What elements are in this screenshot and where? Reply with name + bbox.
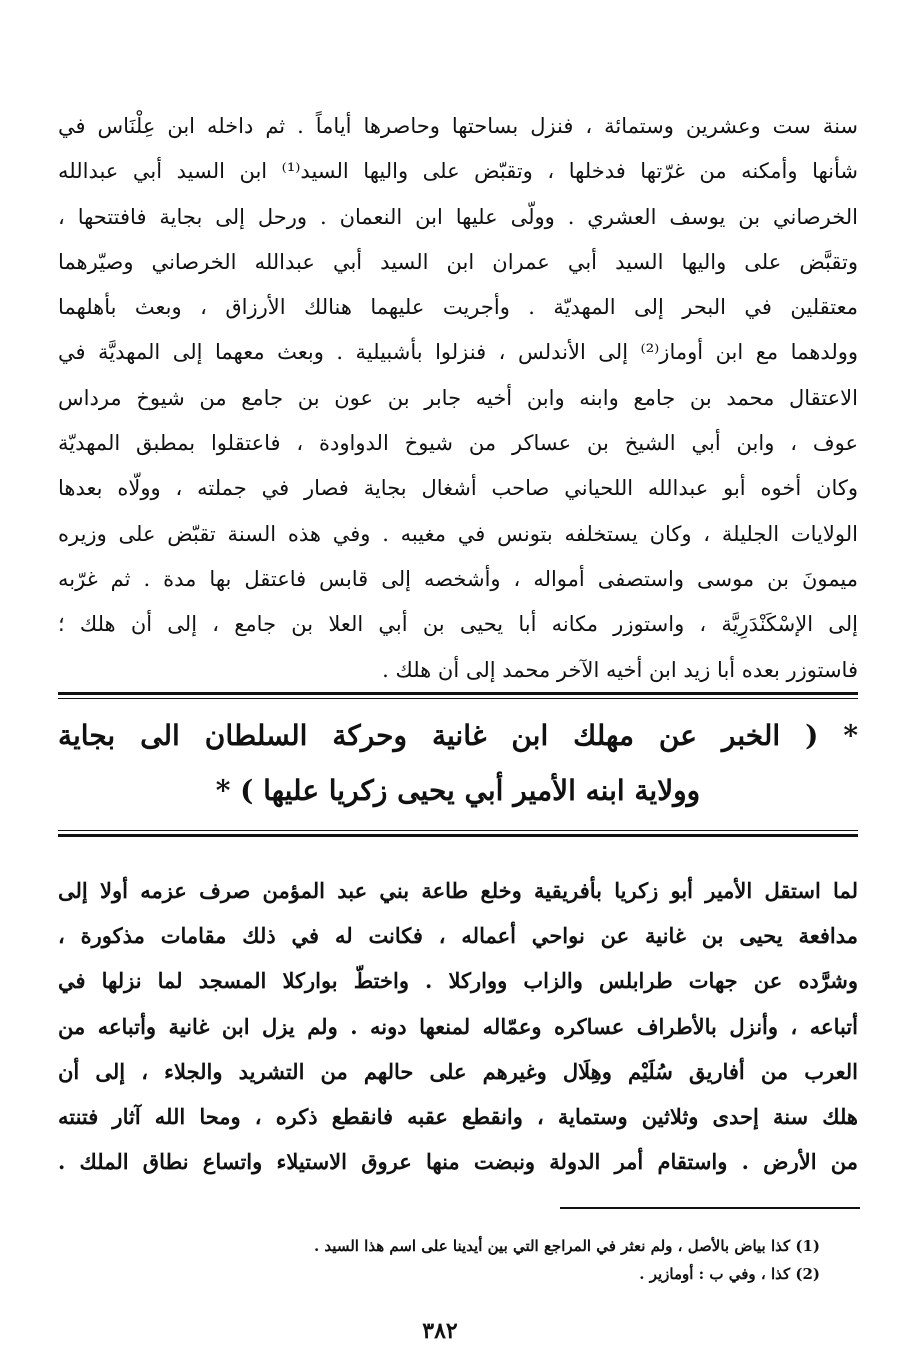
- text-line: وتقبَّض على واليها السيد أبي عمران ابن السيد أبي عبدالله الخرصاني وصيّرهما: [58, 249, 858, 274]
- footnote-separator: [560, 1207, 860, 1209]
- text-line: مدافعة يحيى بن غانية عن نواحي أعماله ، فكانت له في ذلك مقامات مذكورة ،: [58, 923, 858, 949]
- footnotes: [200, 1232, 820, 1288]
- heading-line-1: * ( الخبر عن مهلك ابن غانية وحركة السلطان الى بجاية: [58, 719, 858, 752]
- heading-top-rule: [58, 692, 858, 699]
- paragraph-1: [58, 104, 858, 693]
- text-line: الاعتقال محمد بن جامع وابنه وابن أخيه جابر بن عون بن جامع من شيوخ مرداس: [58, 385, 858, 410]
- text-line-last: فاستوزر بعده أبا زيد ابن أخيه الآخر محمد إلى أن هلك .: [382, 657, 858, 682]
- text-line: عوف ، وابن أبي الشيخ بن عساكر من شيوخ الدواودة ، فاعتقلوا بمطبق المهديّة: [58, 431, 858, 456]
- footnote-1: (1) كذا بياض بالأصل ، ولم نعثر في المراجع التي بين أيدينا على اسم هذا السيد .: [313, 1237, 820, 1255]
- page-number: ٣٨٢: [422, 1318, 458, 1344]
- text-line: العرب من أفاريق سُلَيْم وهِلَال وغيرهم على حالهم من التشريد والجلاء ، إلى أن: [58, 1058, 858, 1084]
- text-line: الخرصاني بن يوسف العشري . وولّى عليها ابن النعمان . ورحل إلى بجاية فافتتحها ،: [58, 204, 858, 229]
- text-line: لما استقل الأمير أبو زكريا بأفريقية وخلع طاعة بني عبد المؤمن صرف عزمه أولا إلى: [58, 878, 858, 903]
- text-line: الولايات الجليلة ، وكان يستخلفه بتونس في مغيبه . وفي هذه السنة تقبّض على وزيره: [58, 521, 858, 546]
- paragraph-2: [58, 868, 858, 1184]
- heading-bottom-rule: [58, 830, 858, 837]
- heading-line-2: وولاية ابنه الأمير أبي يحيى زكريا عليها ) *: [215, 774, 701, 807]
- rule-thick: [58, 834, 858, 837]
- text-line: شأنها وأمكنه من غرّتها فدخلها ، وتقبّض على واليها السيد⁽¹⁾ ابن السيد أبي عبدالله: [58, 159, 858, 184]
- text-line: معتقلين في البحر إلى المهديّة . وأجريت عليهما هنالك الأرزاق ، وبعث بأهلهما: [58, 295, 858, 320]
- text-line: وشرَّده عن جهات طرابلس والزاب وواركلا . واختطّ بواركلا المسجد لما نزلها في: [58, 968, 858, 994]
- section-heading: [58, 708, 858, 818]
- footnote-2: (2) كذا ، وفي ب : أومازير .: [639, 1265, 820, 1283]
- text-line: وكان أخوه أبو عبدالله اللحياني صاحب أشغال بجاية فصار في جملته ، وولّاه بعدها: [58, 476, 858, 501]
- text-line: سنة ست وعشرين وستمائة ، فنزل بساحتها وحاصرها أياماً . ثم داخله ابن عِلْنَاس في: [58, 114, 858, 138]
- text-line: من الأرض . واستقام أمر الدولة ونبضت منها عروق الاستيلاء واتساع نطاق الملك .: [58, 1149, 858, 1175]
- text-line: ميمونَ بن موسى واستصفى أمواله ، وأشخصه إلى قابس فاعتقل بها مدة . ثم غرّبه: [58, 566, 858, 591]
- text-line: وولدهما مع ابن أوماز⁽²⁾ إلى الأندلس ، فنزلوا بأشبيلية . وبعث معهما إلى المهديَّة في: [58, 340, 858, 365]
- rule-thin: [58, 698, 858, 699]
- text-line: هلك سنة إحدى وثلاثين وستماية ، وانقطع عقبه فانقطع ذكره ، ومحا الله آثار فتنته: [58, 1104, 858, 1130]
- text-line: أتباعه ، وأنزل بالأطراف عساكره وعمّاله لمنعها دونه . ولم يزل ابن غانية وأتباعه من: [58, 1013, 858, 1039]
- text-line: إلى الإسْكَنْدَرِيَّة ، واستوزر مكانه أبا يحيى بن أبي العلا بن جامع ، إلى أن هلك ؛: [58, 612, 858, 637]
